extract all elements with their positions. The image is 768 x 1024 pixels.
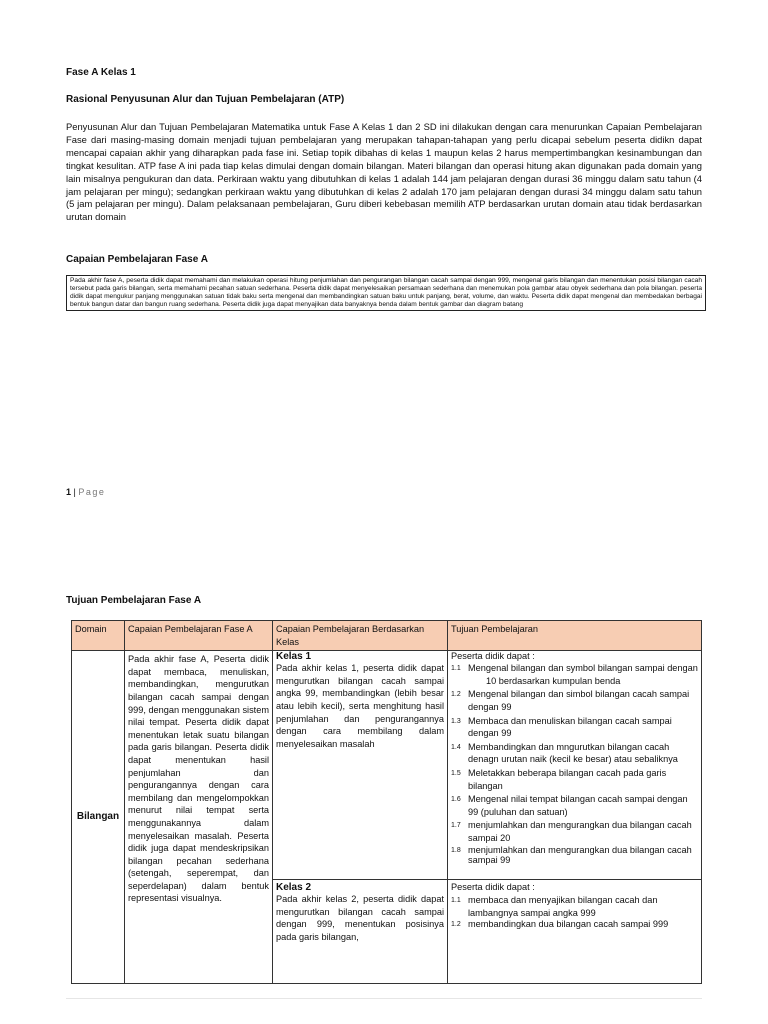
kelas1-cp-text: Pada akhir kelas 1, peserta didik dapat mengurutkan bilangan cacah sampai angka 99, membandingkan (lebih besar atau lebih kecil), serta menghitung hasil penjumlahan dan pengurangannya dengan cara membilang dalam menyelesaikan masalah [276, 663, 444, 749]
list-item: 1.3 Membaca dan menuliskan bilangan cacah sampai dengan 99 [451, 715, 672, 739]
capaian-heading: Capaian Pembelajaran Fase A [66, 254, 208, 265]
kelas2-tp-cell [448, 880, 702, 984]
kelas1-tp-cell [448, 651, 702, 880]
page-title: Fase A Kelas 1 [66, 67, 136, 78]
page-number-footer [66, 487, 105, 497]
list-item: 1.1 Mengenal bilangan dan symbol bilangan sampai dengan 10 berdasarkan kumpulan benda [451, 663, 698, 686]
list-item: 1.7 menjumlahkan dan mengurangkan dua bilangan cacah sampai 20 [451, 820, 692, 843]
kelas1-tp-intro: Peserta didik dapat : [451, 651, 535, 662]
atp-table [71, 620, 702, 984]
kelas1-title: Kelas 1 [276, 651, 312, 663]
page-divider [66, 998, 702, 999]
header-cp-kelas: Capaian Pembelajaran Berdasarkan Kelas [273, 621, 448, 651]
list-item: 1.6 Mengenal nilai tempat bilangan cacah sampai dengan 99 (puluhan dan satuan) [451, 794, 688, 817]
page-separator: | [73, 487, 76, 497]
page-number: 1 [66, 487, 72, 497]
list-item: 1.8 menjumlahkan dan mengurangkan dua bilangan cacah sampai 99 [451, 844, 692, 865]
table-row [72, 651, 702, 880]
kelas2-title: Kelas 2 [276, 882, 312, 894]
header-tujuan: Tujuan Pembelajaran [448, 621, 702, 651]
kelas2-tp-intro: Peserta didik dapat : [451, 882, 535, 893]
list-item: 1.2 Mengenal bilangan dan simbol bilangan cacah sampai dengan 99 [451, 689, 690, 712]
rasional-heading: Rasional Penyusunan Alur dan Tujuan Pembelajaran (ATP) [66, 94, 345, 105]
table-header-row [72, 621, 702, 651]
header-domain: Domain [72, 621, 125, 651]
rasional-paragraph: Penyusunan Alur dan Tujuan Pembelajaran Matematika untuk Fase A Kelas 1 dan 2 SD ini dilakukan dengan cara menurunkan Capaian Pembelajaran Fase dari masing-masing domain menjadi tujuan pembelajaran yang merupakan tahapan-tahapan yang perlu dicapai sebelum peserta didikn dapat mencapai capaian akhir yang diharapkan pada fase ini. Setiap topik dibahas di kelas 1 maupun kelas 2 harus mempertimbangkan kesinambungan dan tingkat kesulitan. ATP fase A ini pada tiap kelas dimulai dengan domain bilangan. Materi bilangan dan operasi hitung akan digunakan pada domain yang lain misalnya pengukuran dan data. Perkiraan waktu yang dibutuhkan di kelas 1 adalah 144 jam pelajaran dengan durasi 36 minggu dalam satu tahun (4 jam pelajaran per mingu); sedangkan perkiraan waktu yang dibutuhkan di kelas 2 adalah 170 jam pelajaran dengan durasi 34 minggu dalam satu tahun (5 jam pelajaran per mingu). Dalam pelaksanaan pembelajaran, Guru diberi kebebasan memilih ATP berdasarkan urutan domain atau tidak berdasarkan urutan domain [66, 121, 702, 223]
list-item: 1.4 Membandingkan dan mngurutkan bilangan cacah denagn urutan naik (kecil ke besar) atau sebaliknya [451, 741, 678, 765]
cp-fase-cell: Pada akhir fase A, Peserta didik dapat membaca, menuliskan, membandingkan, mengurutkan bilangan cacah sampai dengan 999, dengan menggunakan sistem nilai tempat. Peserta didik dapat menentukan letak suatu bilangan pada garis bilangan. Peserta didik dapat menentukan hasil penjumlahan dan pengurangannya dengan cara membilang dan mengelompokkan menurut nilai tempat serta menggunakannya dalam menyelesaikan masalah. Peserta didik juga dapat mendeskripsikan bilangan pecahan sederhana (setengah, seperempat, dan seperdelapan) dalam bentuk representasi visualnya. [125, 651, 273, 984]
list-item: 1.1 membaca dan menyajikan bilangan cacah dan lambangnya sampai angka 999 [451, 895, 658, 918]
list-item: 1.2 membandingkan dua bilangan cacah sampai 999 [451, 919, 669, 930]
capaian-box: Pada akhir fase A, peserta didik dapat memahami dan melakukan operasi hitung penjumlahan dan pengurangan bilangan cacah sampai dengan 999, mengenal garis bilangan dan menentukan posisi bilangan cacah tersebut pada garis bilangan, serta memahami pecahan satuan sederhana. Peserta didik dapat menyelesaikan persamaan sederhana dan menemukan pola gambar atau obyek sederhana dan pola bilangan. peserta didik dapat mengukur panjang menggunakan satuan tidak baku serta mengenal dan membandingkan satuan baku untuk panjang, berat, volume, dan waktu. Peserta didik dapat mengenal dan membedakan berbagai bentuk bangun datar dan bangun ruang sederhana. Peserta didik juga dapat menyajikan data banyaknya benda dalam bentuk gambar dan diagram batang [66, 275, 706, 311]
kelas1-cp-cell [273, 651, 448, 880]
list-item: 1.5 Meletakkan beberapa bilangan cacah pada garis bilangan [451, 767, 667, 791]
tujuan-heading: Tujuan Pembelajaran Fase A [66, 595, 202, 606]
kelas2-cp-cell [273, 880, 448, 984]
domain-cell: Bilangan [72, 651, 125, 984]
kelas2-cp-text: Pada akhir kelas 2, peserta didik dapat mengurutkan bilangan cacah sampai dengan 999, menentukan posisinya pada garis bilangan, [276, 894, 444, 942]
page-label: Page [78, 487, 106, 497]
header-cp-fase: Capaian Pembelajaran Fase A [125, 621, 273, 651]
